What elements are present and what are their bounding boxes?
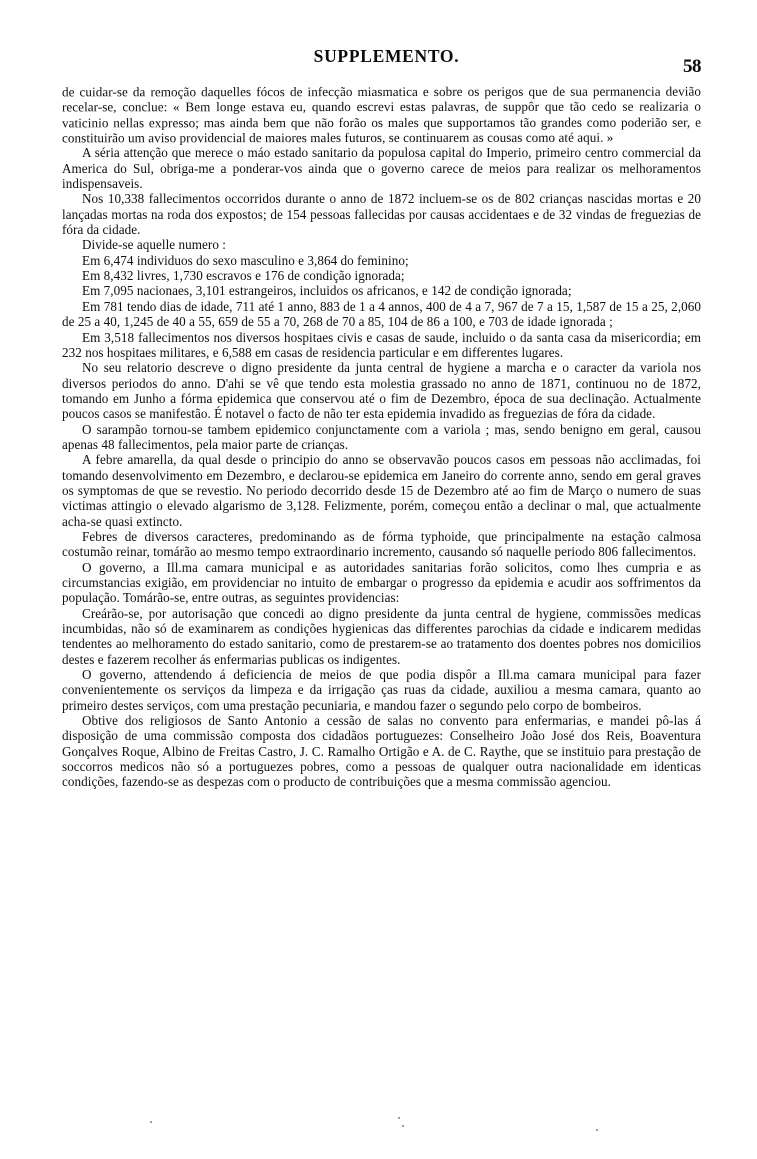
paragraph: Em 7,095 nacionaes, 3,101 estrangeiros, incluidos os africanos, e 142 de condição ignorada; bbox=[82, 283, 572, 299]
paragraph: O governo, a Ill.ma camara municipal e as autoridades sanitarias forão solicitos, como lhes cumpria e as circumstancias exigião, em providenciar no intuito de embargar o progresso da epidemia e acudir aos soffrimentos da população. Tomárão-se, entre outras, as seguintes providencias: bbox=[62, 559, 701, 606]
paragraph: Em 6,474 individuos do sexo masculino e 3,864 do feminino; bbox=[82, 252, 409, 268]
speckle bbox=[150, 1121, 152, 1123]
paragraph: O governo, attendendo á deficiencia de meios de que podia dispôr a Ill.ma camara municipal para fazer convenientemente os serviços da limpeza e da irrigação ças ruas da cidade, auxiliou a mesma camara, quanto ao primeiro destes serviços, com uma prestação pecuniaria, e mandou fazer o segundo pelo corpo de bombeiros. bbox=[62, 667, 701, 713]
speckle bbox=[596, 1129, 598, 1131]
paragraph: A febre amarella, da qual desde o principio do anno se observavão poucos casos em pessoas não acclimadas, foi tomando desenvolvimento em Dezembro, e declarou-se epidemica em Janeiro do corrente anno, sendo em geral graves os symptomas de que se revestio. No periodo decorrido desde 15 de Dezembro até ao fim de Março o numero de suas victimas attingio o elevado algarismo de 3,128. Felizmente, porém, começou então a declinar o mal, que actualmente acha-se quasi extincto. bbox=[62, 452, 701, 529]
paragraph: Em 8,432 livres, 1,730 escravos e 176 de condição ignorada; bbox=[82, 268, 405, 284]
page-number: 58 bbox=[683, 56, 701, 77]
paragraph: No seu relatorio descreve o digno presidente da junta central de hygiene a marcha e o caracter da variola nos diversos periodos do anno. D'ahi se vê que tendo esta molestia grassado no anno de 1871, continuou no de 1872, tomando em Junho a fórma epidemica que conservou até o fim de Dezembro, época de sua declinação. Actualmente poucos casos se manifestão. É notavel o facto de não ter esta epidemia invadido as freguezias de fóra da cidade. bbox=[62, 360, 701, 422]
page-title: SUPPLEMENTO. bbox=[313, 45, 460, 67]
paragraph: Creárão-se, por autorisação que concedi ao digno presidente da junta central de hygiene, commissões medicas incumbidas, não só de examinarem as condições hygienicas das differentes parochias da cidade e indicarem medidas tendentes ao melhoramento do estado sanitario, como de prestarem-se ao tratamento dos doentes pobres nos domicilios destes e fazerem recolher ás enfermarias publicas os indigentes. bbox=[62, 605, 701, 667]
paragraph: Em 781 tendo dias de idade, 711 até 1 anno, 883 de 1 a 4 annos, 400 de 4 a 7, 967 de 7 a 15, 1,587 de 15 a 25, 2,060 de 25 a 40, 1,245 de 40 a 55, 659 de 55 a 70, 268 de 70 a 85, 104 de 86 a 100, e 703 de idade ignorada ; bbox=[62, 298, 701, 330]
paragraph: O sarampão tornou-se tambem epidemico conjunctamente com a variola ; mas, sendo benigno em geral, causou apenas 48 fallecimentos, pela maior parte de crianças. bbox=[62, 421, 701, 452]
paragraph: A séria attenção que merece o máo estado sanitario da populosa capital do Imperio, primeiro centro commercial da America do Sul, obriga-me a ponderar-vos ainda que o governo carece de meios para realizar os melhoramentos indispensaveis. bbox=[62, 145, 701, 192]
paragraph: Obtive dos religiosos de Santo Antonio a cessão de salas no convento para enfermarias, e mandei pô-las á disposição de uma commissão composta dos cidadãos portuguezes: Conselheiro João José dos Reis, Boaventura Gonçalves Roque, Albino de Freitas Castro, J. C. Ramalho Ortigão e A. de C. Raythe, que se instituio para prestação de soccorros medicos não só a portuguezes pobres, como a pessoas de qualquer outra nacionalidade em identicas condições, fazendo-se as despezas com o producto de contribuições que a mesma commissão agenciou. bbox=[62, 713, 701, 790]
page-header bbox=[62, 46, 701, 80]
speckle bbox=[402, 1125, 404, 1127]
paragraph: Febres de diversos caracteres, predominando as de fórma typhoide, que principalmente na estação calmosa costumão reinar, tomárão ao mesmo tempo extraordinario incremento, causando só naquelle periodo 806 fallecimentos. bbox=[62, 528, 701, 560]
paragraph: Divide-se aquelle numero : bbox=[82, 237, 226, 253]
paragraph: Nos 10,338 fallecimentos occorridos durante o anno de 1872 incluem-se os de 802 crianças nascidas mortas e 20 lançadas mortas na roda dos expostos; de 154 pessoas fallecidas por causas accidentaes e de 32 vindas de freguezias de fóra da cidade. bbox=[62, 191, 701, 238]
paragraph: Em 3,518 fallecimentos nos diversos hospitaes civis e casas de saude, incluido o da santa casa da misericordia; em 232 nos hospitaes militares, e 6,588 em casas de residencia particular e em differentes lugares. bbox=[62, 329, 701, 360]
document-body bbox=[62, 84, 701, 790]
scan-speckles bbox=[0, 1115, 757, 1135]
paragraph: de cuidar-se da remoção daquelles fócos de infecção miasmatica e sobre os perigos que de sua permanencia devião recelar-se, conclue: « Bem longe estava eu, quando escrevi estas palavras, de suppôr que tão cedo se realizaria o vaticinio nellas expresso; mas ainda bem que não forão os males que supportamos tão grandes como poderião ser, e constituirão um aviso providencial de maiores males futuros, se continuarem as cousas como até aqui. » bbox=[61, 83, 702, 146]
speckle bbox=[398, 1117, 400, 1119]
